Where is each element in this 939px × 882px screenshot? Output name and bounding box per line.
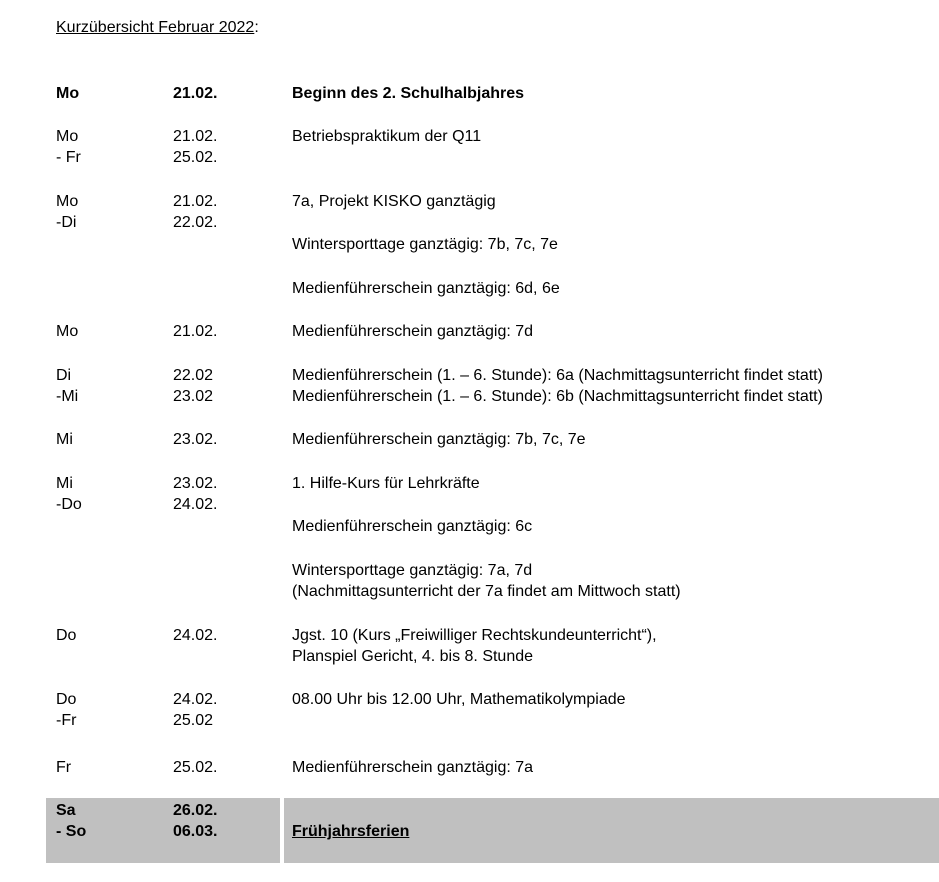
event-cell <box>292 560 681 602</box>
event-text: Jgst. 10 (Kurs „Freiwilliger Rechtskundeunterricht“), <box>292 627 657 644</box>
event-cell <box>292 429 586 450</box>
day-text: Mo <box>56 85 80 102</box>
day-cell <box>56 191 78 233</box>
day-text: Mo <box>56 128 79 145</box>
event-text: Medienführerschein ganztägig: 7a <box>292 759 534 776</box>
day-cell <box>56 800 86 842</box>
day-text: Do <box>56 627 77 644</box>
day-text: Mo <box>56 193 79 210</box>
date-text: 24.02. <box>173 691 218 708</box>
day-text: Mo <box>56 323 79 340</box>
day-text: - Fr <box>56 149 81 166</box>
event-cell <box>292 757 533 778</box>
date-text: 24.02. <box>173 496 218 513</box>
day-cell <box>56 689 76 731</box>
event-text: Medienführerschein ganztägig: 6d, 6e <box>292 280 560 297</box>
date-text: 21.02. <box>173 85 218 102</box>
event-cell <box>292 821 409 842</box>
day-cell <box>56 429 73 450</box>
event-text: Planspiel Gericht, 4. bis 8. Stunde <box>292 648 534 665</box>
date-cell <box>173 689 217 731</box>
date-cell <box>173 126 217 168</box>
day-cell <box>56 365 78 407</box>
event-text: Medienführerschein (1. – 6. Stunde): 6a (Nachmittagsunterricht findet statt) <box>292 367 823 384</box>
date-cell <box>173 625 217 646</box>
day-text: Di <box>56 367 72 384</box>
day-text: -Fr <box>56 712 77 729</box>
date-text: 21.02. <box>173 128 218 145</box>
date-cell <box>173 83 217 104</box>
day-cell <box>56 321 78 342</box>
event-cell <box>292 191 496 212</box>
date-text: 21.02. <box>173 323 218 340</box>
event-text: 7a, Projekt KISKO ganztägig <box>292 193 496 210</box>
heading-suffix: : <box>254 19 259 36</box>
event-text: Medienführerschein ganztägig: 6c <box>292 518 533 535</box>
day-cell <box>56 625 76 646</box>
date-cell <box>173 757 217 778</box>
event-text: Medienführerschein ganztägig: 7b, 7c, 7e <box>292 431 586 448</box>
event-text: Frühjahrsferien <box>292 823 410 840</box>
date-text: 22.02 <box>173 367 214 384</box>
event-cell <box>292 234 558 255</box>
day-text: -Di <box>56 214 77 231</box>
event-text: (Nachmittagsunterricht der 7a findet am Mittwoch statt) <box>292 583 681 600</box>
date-text: 25.02. <box>173 759 218 776</box>
day-text: Mi <box>56 475 73 492</box>
day-text: Sa <box>56 802 76 819</box>
event-cell <box>292 473 480 494</box>
day-cell <box>56 83 79 104</box>
event-cell <box>292 625 657 667</box>
event-cell <box>292 83 524 104</box>
day-text: Do <box>56 691 77 708</box>
date-cell <box>173 191 217 233</box>
date-text: 25.02 <box>173 712 214 729</box>
date-text: 25.02. <box>173 149 218 166</box>
date-cell <box>173 473 217 515</box>
highlight-divider <box>280 798 284 863</box>
date-text: 26.02. <box>173 802 218 819</box>
page-heading <box>56 18 259 38</box>
day-text: -Do <box>56 496 82 513</box>
day-text: - So <box>56 823 87 840</box>
date-text: 23.02. <box>173 431 218 448</box>
day-text: Mi <box>56 431 73 448</box>
date-text: 23.02. <box>173 475 218 492</box>
event-cell <box>292 126 481 147</box>
event-text: Wintersporttage ganztägig: 7a, 7d <box>292 562 533 579</box>
date-cell <box>173 800 217 842</box>
day-cell <box>56 473 82 515</box>
event-text: Wintersporttage ganztägig: 7b, 7c, 7e <box>292 236 558 253</box>
event-cell <box>292 278 560 299</box>
date-cell <box>173 321 217 342</box>
day-cell <box>56 757 71 778</box>
date-text: 24.02. <box>173 627 218 644</box>
date-text: 23.02 <box>173 388 214 405</box>
date-cell <box>173 429 217 450</box>
date-cell <box>173 365 213 407</box>
day-cell <box>56 126 81 168</box>
day-text: Fr <box>56 759 72 776</box>
event-cell <box>292 321 533 342</box>
heading-title: Kurzübersicht Februar 2022 <box>56 19 255 36</box>
event-text: Medienführerschein ganztägig: 7d <box>292 323 534 340</box>
event-cell <box>292 516 532 537</box>
event-cell <box>292 689 626 710</box>
event-text: Medienführerschein (1. – 6. Stunde): 6b (Nachmittagsunterricht findet statt) <box>292 388 823 405</box>
event-text: 08.00 Uhr bis 12.00 Uhr, Mathematikolympiade <box>292 691 626 708</box>
date-text: 22.02. <box>173 214 218 231</box>
event-text: Beginn des 2. Schulhalbjahres <box>292 85 525 102</box>
day-text: -Mi <box>56 388 79 405</box>
date-text: 21.02. <box>173 193 218 210</box>
event-text: 1. Hilfe-Kurs für Lehrkräfte <box>292 475 480 492</box>
event-cell <box>292 365 823 407</box>
event-text: Betriebspraktikum der Q11 <box>292 128 482 145</box>
date-text: 06.03. <box>173 823 218 840</box>
